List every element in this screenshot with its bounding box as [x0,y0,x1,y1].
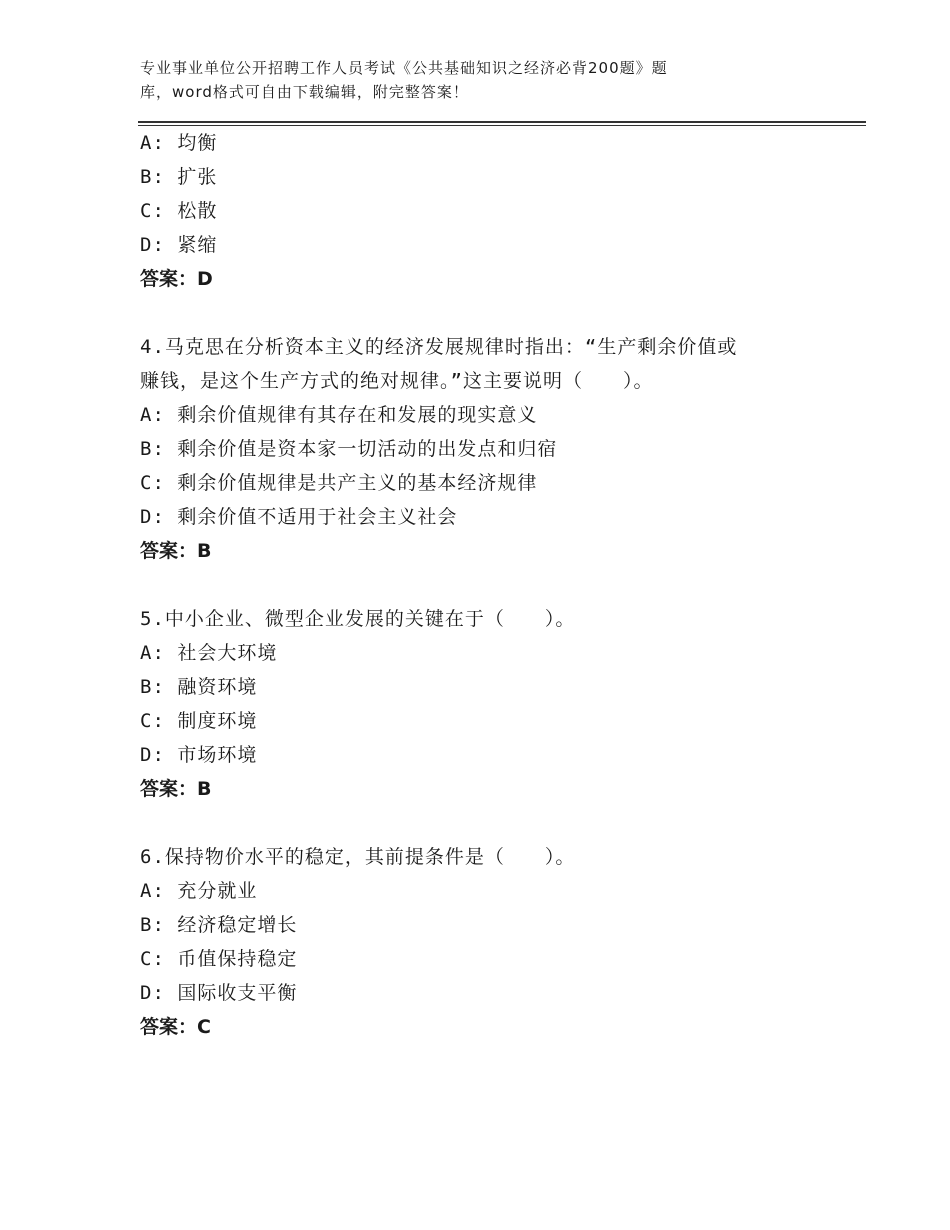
question-6 [140,840,840,1044]
answer: 答案：C [140,1016,211,1038]
question-stem-line-1: 4.马克思在分析资本主义的经济发展规律时指出：“生产剩余价值或 [140,336,738,358]
header-divider-thick [138,121,866,123]
question-3 [140,126,840,296]
answer: 答案：B [140,540,212,562]
option-c: C: 松散 [140,200,218,222]
option-a: A: 剩余价值规律有其存在和发展的现实意义 [140,404,538,426]
question-4 [140,330,840,568]
answer: 答案：B [140,778,212,800]
question-stem-line-1: 6.保持物价水平的稳定，其前提条件是（ ）。 [140,846,576,868]
spacer [140,296,840,330]
option-d: D: 国际收支平衡 [140,982,298,1004]
option-c: C: 制度环境 [140,710,258,732]
option-b: B: 扩张 [140,166,218,188]
option-a: A: 充分就业 [140,880,258,902]
spacer [140,568,840,602]
answer: 答案：D [140,268,213,290]
option-d: D: 剩余价值不适用于社会主义社会 [140,506,458,528]
option-c: C: 剩余价值规律是共产主义的基本经济规律 [140,472,538,494]
question-stem-line-2: 赚钱，是这个生产方式的绝对规律。”这主要说明（ ）。 [140,370,654,392]
option-b: B: 剩余价值是资本家一切活动的出发点和归宿 [140,438,558,460]
option-c: C: 币值保持稳定 [140,948,298,970]
option-a: A: 社会大环境 [140,642,278,664]
option-d: D: 市场环境 [140,744,258,766]
question-5 [140,602,840,806]
spacer [140,806,840,840]
question-list [140,126,840,1044]
option-b: B: 融资环境 [140,676,258,698]
header-line-2: 库，word格式可自由下载编辑，附完整答案！ [140,83,469,101]
document-header [140,56,780,104]
option-d: D: 紧缩 [140,234,218,256]
header-line-1: 专业事业单位公开招聘工作人员考试《公共基础知识之经济必背200题》题 [140,59,668,77]
option-b: B: 经济稳定增长 [140,914,298,936]
option-a: A: 均衡 [140,132,218,154]
question-stem-line-1: 5.中小企业、微型企业发展的关键在于（ ）。 [140,608,576,630]
